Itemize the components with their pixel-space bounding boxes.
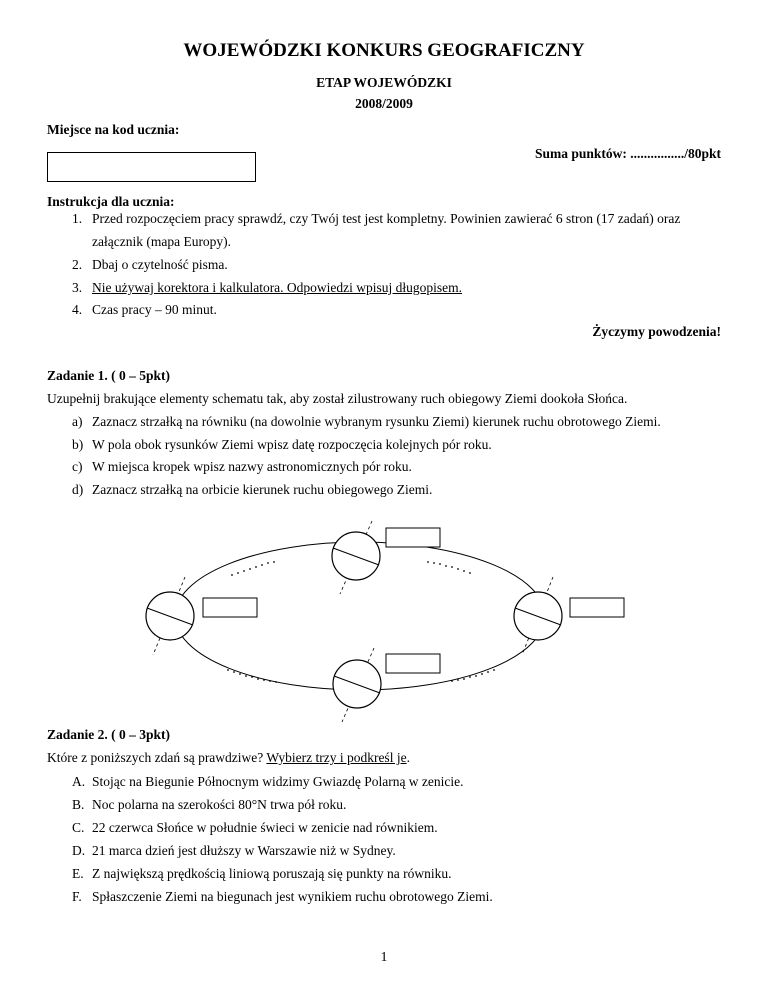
option-text: 21 marca dzień jest dłuższy w Warszawie niż w Sydney.	[92, 843, 396, 858]
date-box-left[interactable]	[203, 598, 257, 617]
stage-title: ETAP WOJEWÓDZKI	[316, 75, 452, 90]
date-box-top[interactable]	[386, 528, 440, 547]
task1-item-text: W miejsca kropek wpisz nazwy astronomicznych pór roku.	[92, 459, 412, 474]
task2-option[interactable]	[72, 843, 396, 859]
instruction-text: Dbaj o czytelność pisma.	[92, 257, 228, 272]
earth-bottom	[333, 648, 381, 722]
task2-option[interactable]	[72, 774, 464, 790]
earth-right	[514, 577, 562, 655]
task1-heading: Zadanie 1. ( 0 – 5pkt)	[47, 368, 171, 383]
option-label: D.	[72, 843, 86, 858]
season-dots-upper-right[interactable]	[427, 561, 471, 574]
task1-prompt: Uzupełnij brakujące elementy schematu tak, aby został zilustrowany ruch obiegowy Ziemi dookoła Słońca.	[47, 391, 628, 406]
task2-option[interactable]	[72, 866, 452, 882]
good-luck: Życzymy powodzenia!	[592, 324, 721, 339]
option-text: Noc polarna na szerokości 80°N trwa pół roku.	[92, 797, 347, 812]
instruction-text-continued: załącznik (mapa Europy).	[92, 234, 232, 249]
instruction-number: 4.	[72, 302, 83, 317]
option-label: A.	[72, 774, 86, 789]
option-label: B.	[72, 797, 85, 812]
task1-item-label: d)	[72, 482, 84, 497]
instruction-text: Przed rozpoczęciem pracy sprawdź, czy Twój test jest kompletny. Powinien zawierać 6 stron (17 zadań) oraz	[92, 211, 681, 226]
option-text: 22 czerwca Słońce w południe świeci w zenicie nad równikiem.	[92, 820, 438, 835]
option-text: Spłaszczenie Ziemi na biegunach jest wynikiem ruchu obrotowego Ziemi.	[92, 889, 493, 904]
task2-prompt-text: Które z poniższych zdań są prawdziwe?	[47, 750, 267, 765]
task2-option[interactable]	[72, 889, 493, 905]
points-label: Suma punktów: ................/80pkt	[534, 146, 721, 161]
task2-option[interactable]	[72, 820, 438, 836]
task2-prompt	[47, 750, 410, 766]
instruction-text: Nie używaj korektora i kalkulatora. Odpowiedzi wpisuj długopisem.	[92, 280, 463, 295]
task1-item-text: Zaznacz strzałką na orbicie kierunek ruchu obiegowego Ziemi.	[92, 482, 433, 497]
option-label: E.	[72, 866, 84, 881]
instruction-number: 2.	[72, 257, 83, 272]
task1-item-text: Zaznacz strzałką na równiku (na dowolnie wybranym rysunku Ziemi) kierunek ruchu obrotowego Ziemi.	[92, 414, 661, 429]
task1-item-label: b)	[72, 437, 84, 452]
task2-heading: Zadanie 2. ( 0 – 3pkt)	[47, 727, 171, 742]
option-label: C.	[72, 820, 85, 835]
code-label: Miejsce na kod ucznia:	[47, 122, 180, 137]
earth-top	[332, 521, 380, 594]
instruction-number: 1.	[72, 211, 83, 226]
season-dots-upper-left[interactable]	[231, 561, 275, 576]
school-year: 2008/2009	[355, 96, 413, 111]
task1-item-label: c)	[72, 459, 83, 474]
instruction-number: 3.	[72, 280, 83, 295]
task1-item-label: a)	[72, 414, 83, 429]
task2-prompt-instruction: Wybierz trzy i podkreśl je	[266, 750, 407, 765]
task2-prompt-end: .	[406, 750, 410, 765]
date-box-bottom[interactable]	[386, 654, 440, 673]
page-number: 1	[380, 950, 388, 965]
instructions-heading: Instrukcja dla ucznia:	[47, 194, 175, 209]
option-text: Z największą prędkością liniową poruszają się punkty na równiku.	[92, 866, 452, 881]
option-label: F.	[72, 889, 82, 904]
task1-item-text: W pola obok rysunków Ziemi wpisz datę rozpoczęcia kolejnych pór roku.	[92, 437, 492, 452]
date-box-right[interactable]	[570, 598, 624, 617]
earth-left	[146, 577, 194, 655]
option-text: Stojąc na Biegunie Północnym widzimy Gwiazdę Polarną w zenicie.	[92, 774, 464, 789]
task2-option[interactable]	[72, 797, 346, 813]
season-dots-lower-right[interactable]	[451, 669, 495, 682]
page-title: WOJEWÓDZKI KONKURS GEOGRAFICZNY	[183, 40, 585, 61]
instruction-text: Czas pracy – 90 minut.	[92, 302, 217, 317]
